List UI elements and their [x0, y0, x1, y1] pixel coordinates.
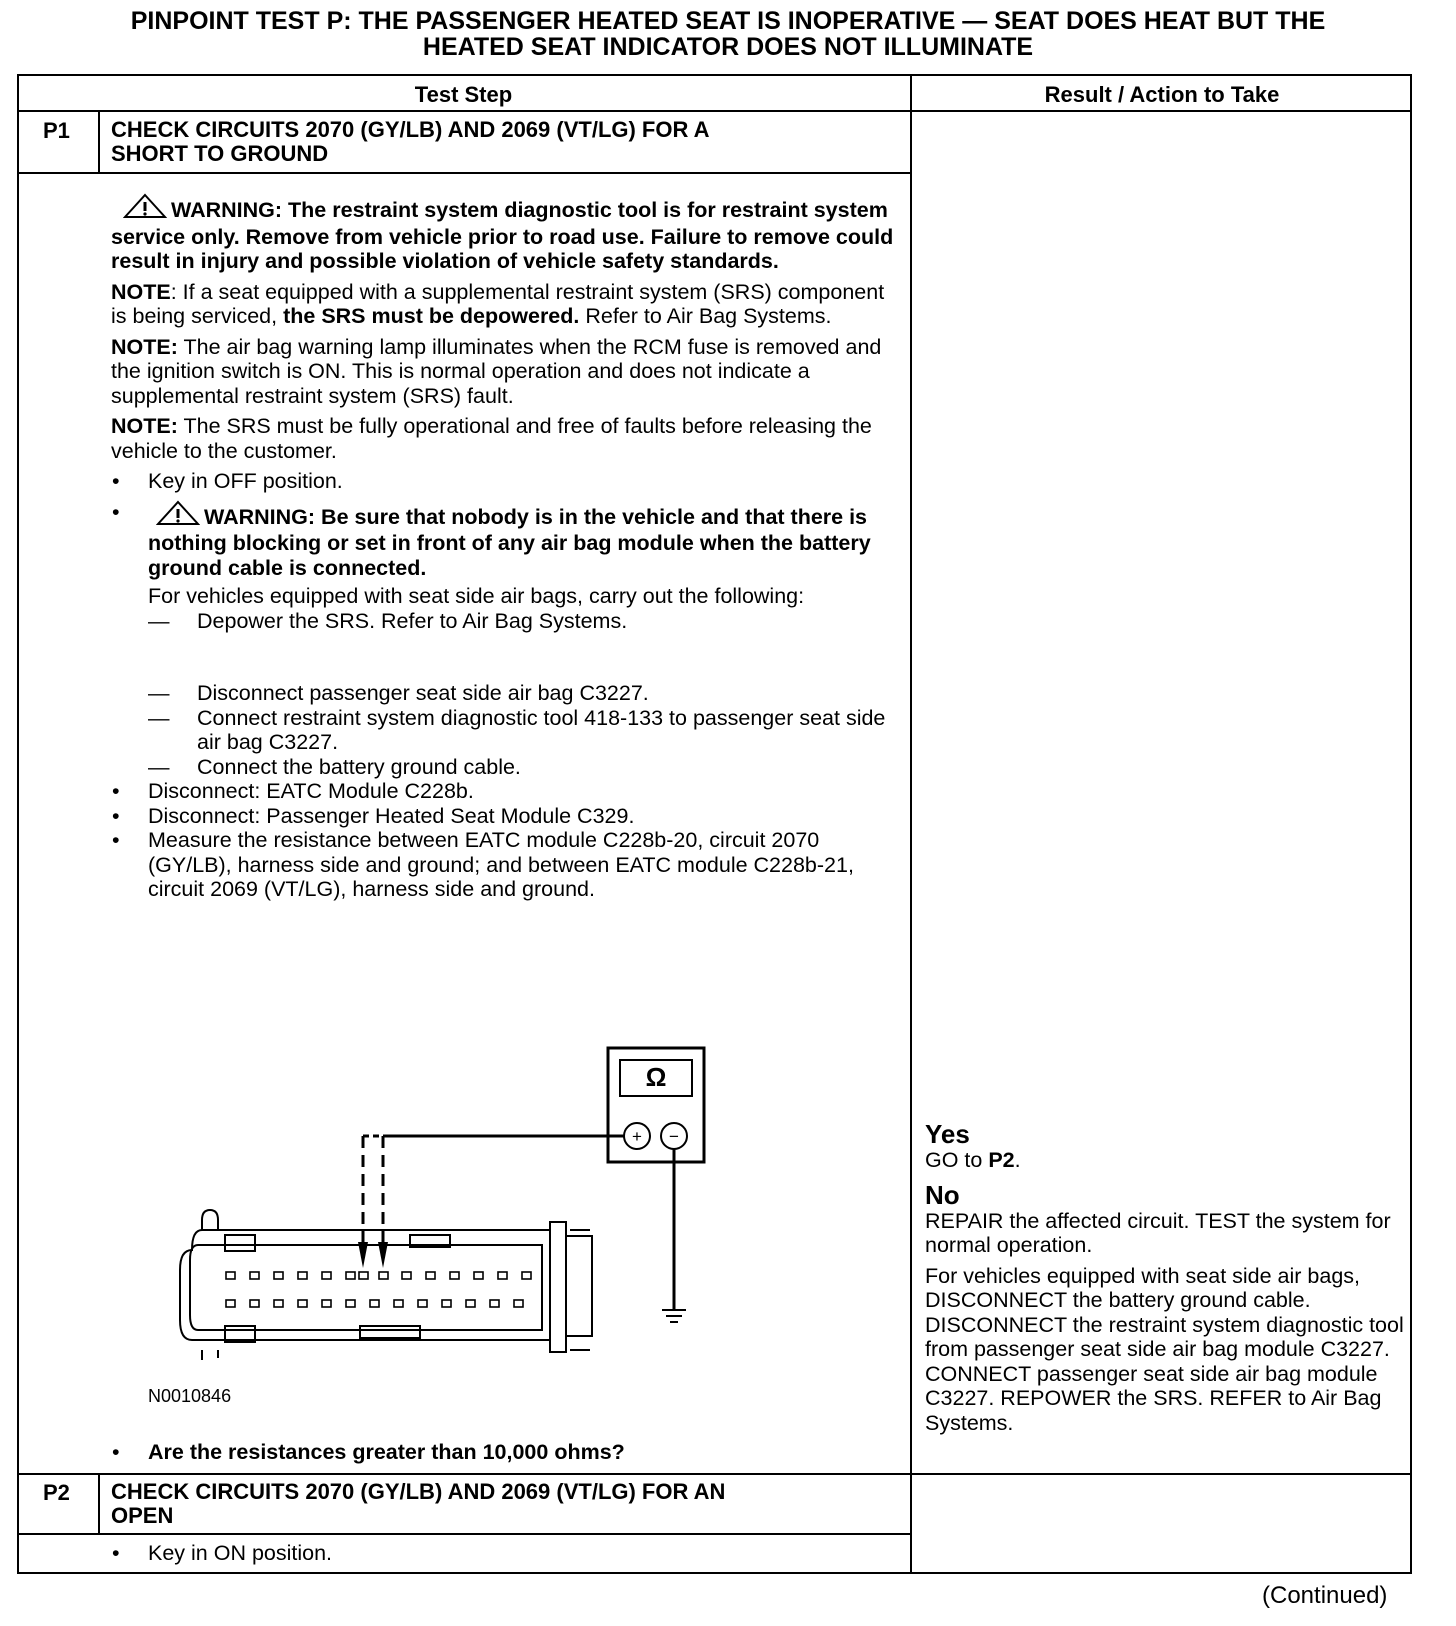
p1-title [111, 118, 901, 166]
p2-row-divider [17, 1473, 1412, 1475]
column-divider [910, 74, 912, 1574]
dash-text: Depower the SRS. Refer to Air Bag Systems. [197, 608, 628, 633]
p1-id: P1 [43, 118, 70, 143]
question-text: Are the resistances greater than 10,000 ohms? [148, 1440, 625, 1464]
bullet-text: Measure the resistance between EATC module C228b-20, circuit 2070 (GY/LB), harness side and ground; and between EATC module C228b-21, circuit 2069 (VT/LG), harness side and ground. [148, 828, 854, 901]
note-emphasis: the SRS must be depowered. [283, 304, 580, 328]
bullet-dot: • [112, 1541, 120, 1565]
dash-item-battery [111, 755, 901, 780]
table-header-divider [17, 110, 1412, 112]
dash-item-connect-tool [111, 706, 901, 755]
no-action-1: REPAIR the affected circuit. TEST the system for normal operation. [925, 1208, 1391, 1257]
p2-id: P2 [43, 1480, 70, 1505]
yes-action-text: GO to [925, 1148, 989, 1172]
p2-id-divider [98, 1473, 100, 1534]
warning-icon [156, 500, 200, 532]
dash-text: Connect restraint system diagnostic tool 418-133 to passenger seat side air bag C3227. [197, 705, 886, 754]
p1-note1 [111, 280, 901, 329]
no-label: No [925, 1179, 960, 1210]
p1-body [111, 193, 901, 902]
bullet-text: Disconnect: EATC Module C228b. [148, 779, 474, 803]
for-vehicles-text [111, 584, 901, 609]
yes-action [925, 1148, 1405, 1173]
p1-title-divider [17, 172, 912, 174]
yes-action-tail: . [1014, 1148, 1021, 1172]
bullet-text: Key in OFF position. [148, 469, 343, 493]
p1-title-line1: CHECK CIRCUITS 2070 (GY/LB) AND 2069 (VT/LG) FOR A [111, 117, 710, 142]
for-vehicles-label: For vehicles equipped with seat side air bags, carry out the following: [148, 584, 805, 608]
ohmmeter [608, 1048, 704, 1162]
bullet-text: Key in ON position. [148, 1541, 333, 1565]
p2-title [111, 1480, 901, 1528]
bullet-dot: • [112, 499, 120, 524]
no-action-2: For vehicles equipped with seat side air bags, DISCONNECT the battery ground cable. DISCONNECT the restraint system diagnostic tool from passenger seat side air bag module C3227. CONNECT passenger seat side air bag module C3227. REPOWER the SRS. REFER to Air Bag Systems. [925, 1263, 1404, 1435]
p1-question [111, 1440, 901, 1465]
bullet-dot: • [112, 469, 120, 493]
yes-action-step: P2 [988, 1148, 1015, 1172]
bullet-dot: • [112, 828, 120, 852]
dash-mark: — [148, 681, 170, 705]
note-label: NOTE: [111, 334, 178, 359]
dash-item-disconnect [111, 681, 901, 706]
page-title-line1: PINPOINT TEST P: THE PASSENGER HEATED SEAT IS INOPERATIVE — SEAT DOES HEAT BUT THE [130, 7, 1326, 35]
bullet-disconnect-eatc [111, 779, 901, 804]
bullet-dot: • [112, 779, 120, 803]
p2-title-line2: OPEN [111, 1503, 174, 1528]
bullet-key-on [111, 1541, 901, 1566]
p1-warning2-text: WARNING: Be sure that nobody is in the vehicle and that there is nothing blocking or set in front of any air bag module when the battery ground cable is connected. [148, 504, 871, 580]
dash-mark: — [148, 754, 170, 779]
dash-text: Connect the battery ground cable. [197, 754, 521, 779]
figure-id: N0010846 [148, 1386, 232, 1406]
p2-body [111, 1541, 901, 1566]
ohm-symbol: Ω [645, 1062, 667, 1092]
header-test-step: Test Step [414, 82, 513, 107]
bullet-dot: • [112, 1440, 120, 1464]
dash-item-depower [111, 609, 901, 634]
p1-result [925, 1120, 1405, 1435]
p1-title-line2: SHORT TO GROUND [111, 141, 329, 166]
bullet-key-off [111, 469, 901, 494]
dash-mark: — [148, 608, 170, 633]
eatc-connector [180, 1210, 592, 1360]
note-text: : If a seat equipped with a supplemental restraint system (SRS) component is being serviced, [111, 279, 885, 328]
p2-title-divider [17, 1533, 912, 1535]
note-tail: Refer to Air Bag Systems. [579, 304, 832, 328]
note-label: NOTE [111, 279, 171, 304]
bullet-measure [111, 828, 901, 902]
bullet-disconnect-seat-module [111, 804, 901, 829]
connector-diagram [170, 1040, 730, 1360]
dash-text: Disconnect passenger seat side air bag C3227. [197, 681, 649, 705]
p1-id-divider [98, 110, 100, 173]
p1-warning1-text: WARNING: The restraint system diagnostic tool is for restraint system service only. Remove from vehicle prior to road use. Failure to remove could result in injury and possible violation of vehicle safety standards. [111, 198, 894, 273]
bullet-dot: • [112, 803, 120, 828]
p1-note3 [111, 414, 901, 463]
ground-symbol [662, 1310, 686, 1322]
plus-sign: + [632, 1127, 642, 1146]
page-title [0, 8, 1456, 60]
p2-title-line1: CHECK CIRCUITS 2070 (GY/LB) AND 2069 (VT/LG) FOR AN [111, 1479, 726, 1504]
bullet-text: Disconnect: Passenger Heated Seat Module C329. [148, 803, 635, 828]
note-text: The SRS must be fully operational and free of faults before releasing the vehicle to the customer. [111, 414, 872, 463]
dash-mark: — [148, 705, 170, 730]
note-label: NOTE: [111, 414, 178, 438]
warning-icon [123, 193, 167, 225]
minus-sign: − [669, 1127, 679, 1146]
p1-note2 [111, 335, 901, 409]
continued-label: (Continued) [1262, 1582, 1388, 1609]
page-title-line2: HEATED SEAT INDICATOR DOES NOT ILLUMINATE [422, 33, 1034, 61]
p1-warning1 [111, 193, 901, 274]
note-text: The air bag warning lamp illuminates when the RCM fuse is removed and the ignition switch is ON. This is normal operation and does not indicate a supplemental restraint system (SRS) fault. [111, 334, 882, 408]
yes-label: Yes [925, 1119, 970, 1149]
header-result: Result / Action to Take [1044, 82, 1280, 107]
p1-warning2 [111, 500, 901, 581]
